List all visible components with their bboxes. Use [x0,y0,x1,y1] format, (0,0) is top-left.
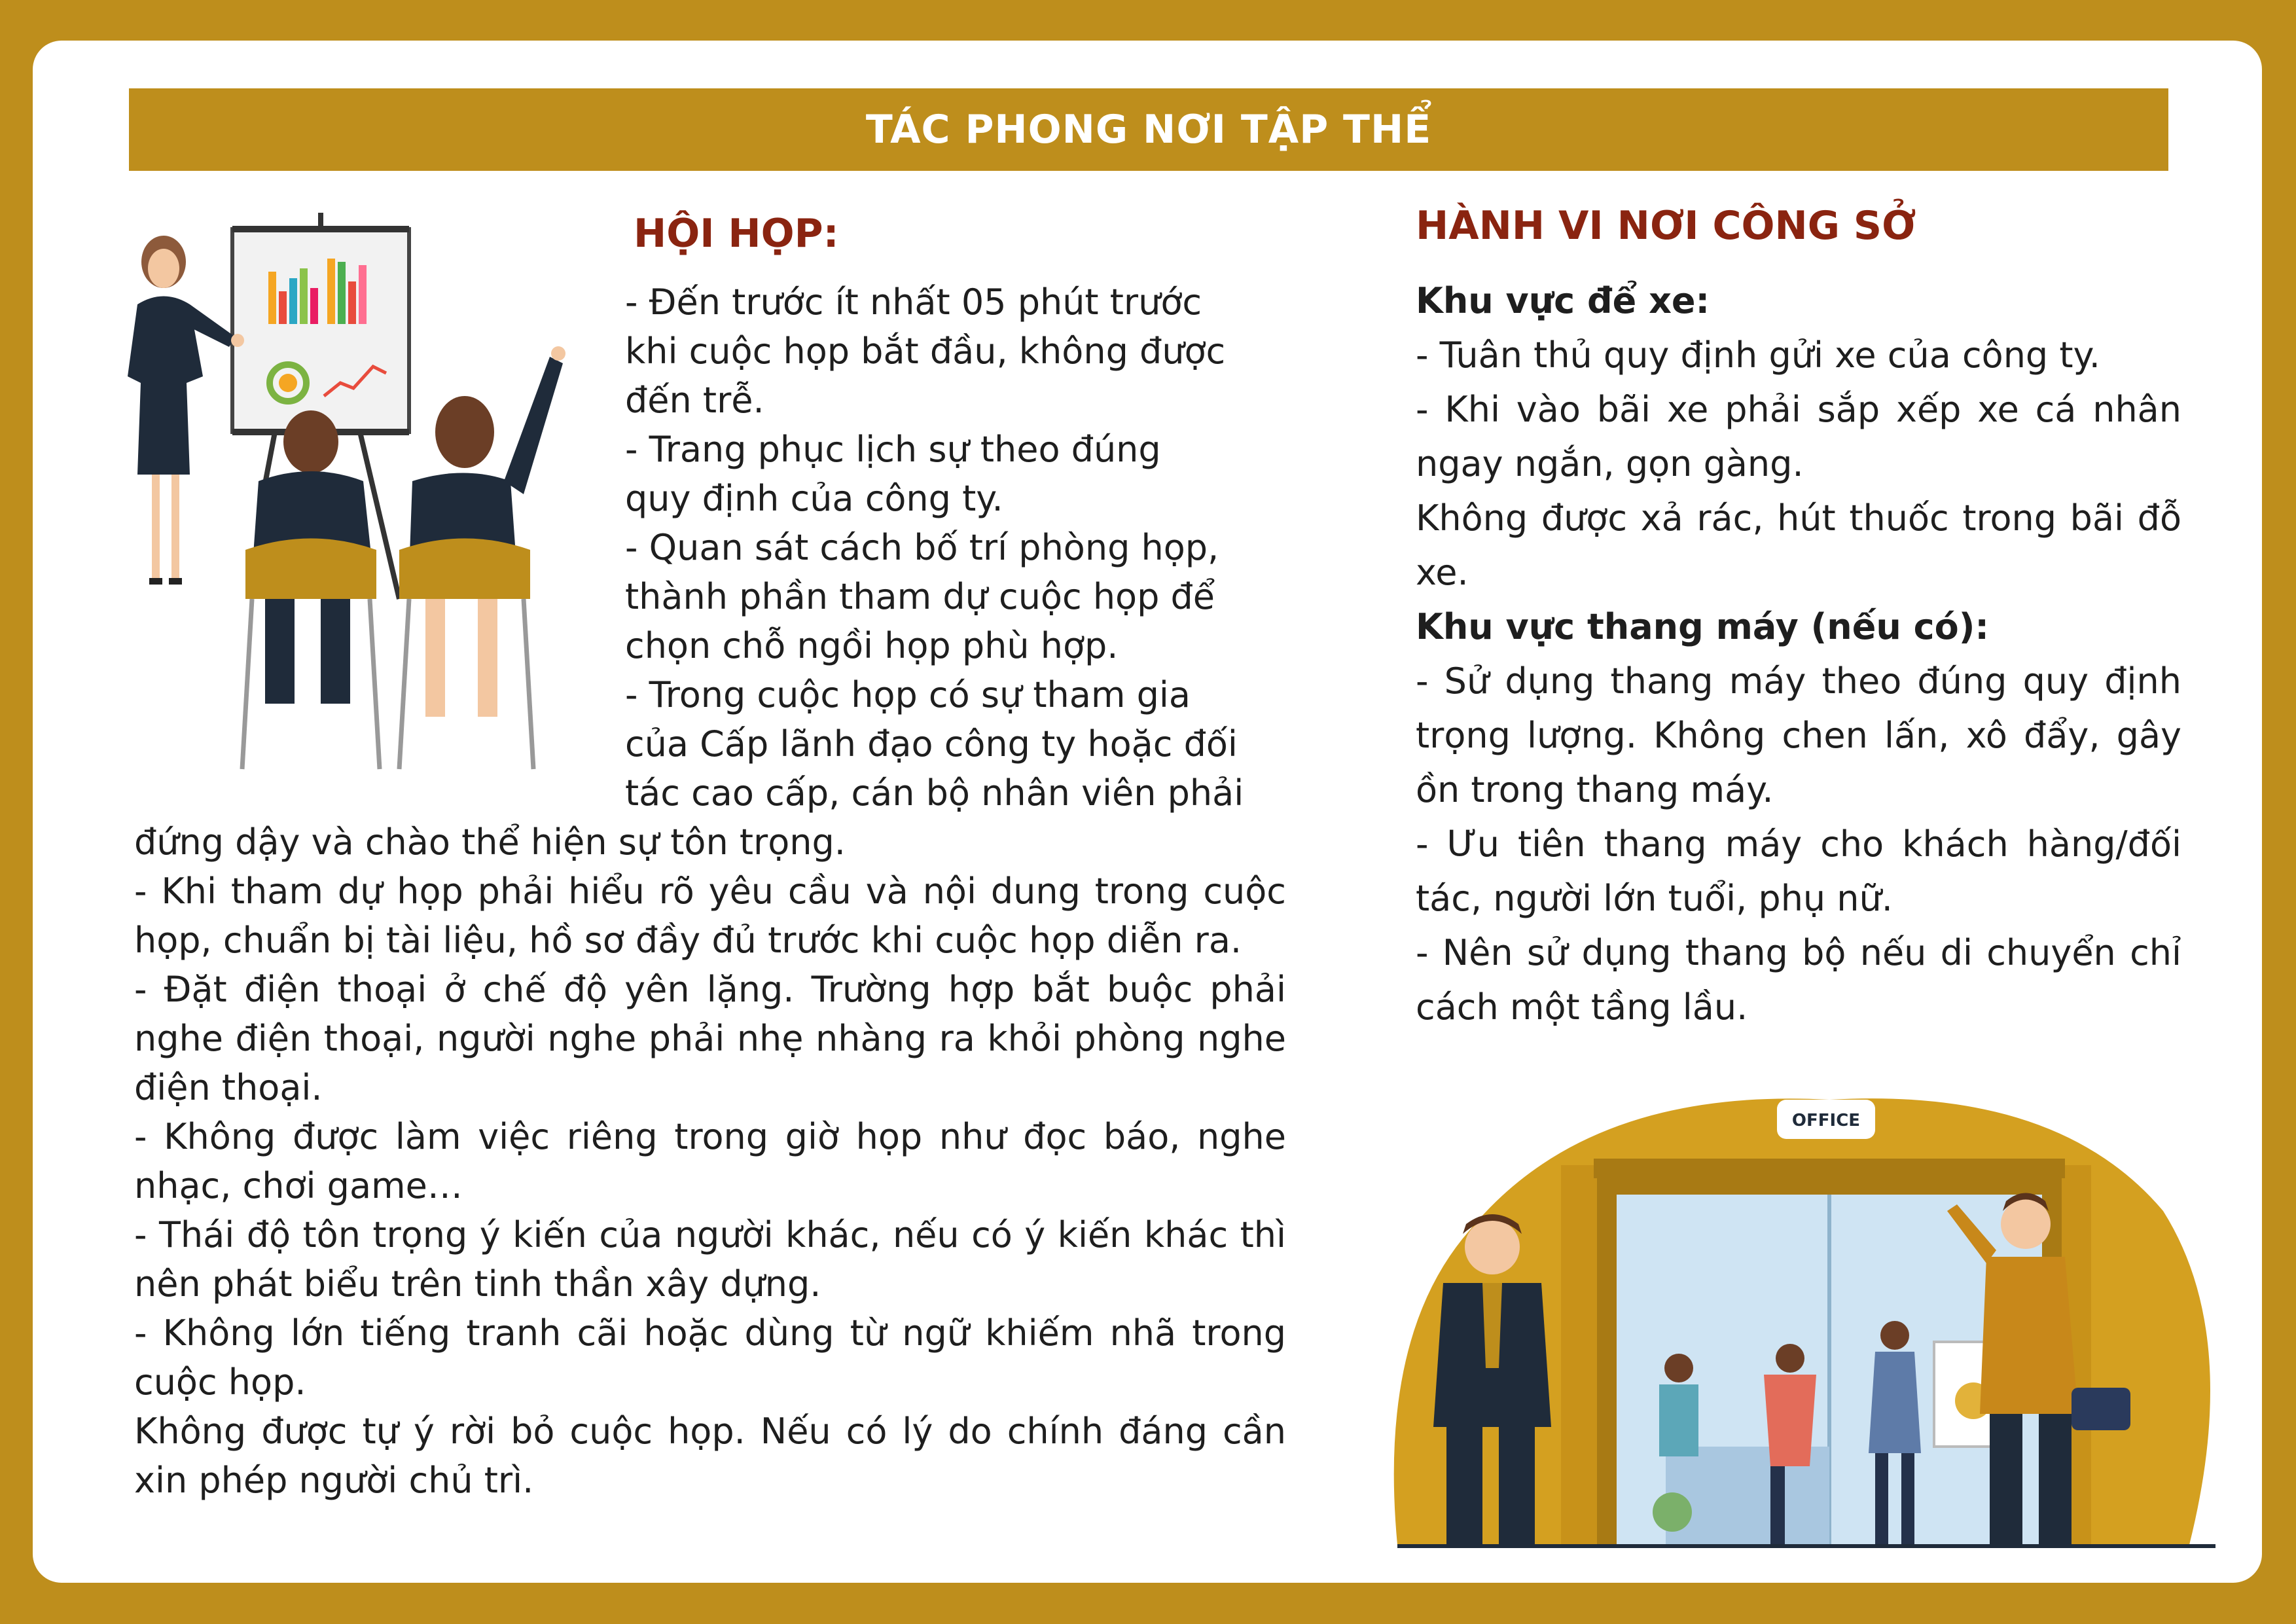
meeting-intro [625,278,1286,818]
meeting-paragraph: đứng dậy và chào thể hiện sự tôn trọng. [134,821,846,863]
elevator-item: - Sử dụng thang máy theo đúng quy định trọng lượng. Không chen lấn, xô đẩy, gây ồn trong thang máy. [1416,660,2181,810]
meeting-paragraph: - Đặt điện thoại ở chế độ yên lặng. Trường hợp bắt buộc phải nghe điện thoại, người nghe phải nhẹ nhàng ra khỏi phòng nghe điện thoại. [134,969,1286,1108]
page-title: TÁC PHONG NƠI TẬP THỂ [865,107,1432,153]
meeting-paragraph: Không được tự ý rời bỏ cuộc họp. Nếu có lý do chính đáng cần xin phép người chủ trì. [134,1411,1286,1501]
meeting-paragraph: - Không lớn tiếng tranh cãi hoặc dùng từ ngữ khiếm nhã trong cuộc họp. [134,1312,1286,1403]
meeting-intro-line: tác cao cấp, cán bộ nhân viên phải [625,772,1244,814]
meeting-intro-line: quy định của công ty. [625,478,1003,519]
parking-item: Không được xả rác, hút thuốc trong bãi đỗ xe. [1416,497,2181,593]
meeting-intro-line: đến trễ. [625,380,764,421]
meeting-intro-line: - Trong cuộc họp có sự tham gia [625,674,1191,715]
office-body [1416,274,2181,1034]
meeting-paragraph: - Không được làm việc riêng trong giờ họp như đọc báo, nghe nhạc, chơi game… [134,1116,1286,1206]
elevator-title: Khu vực thang máy (nếu có): [1416,606,1989,647]
meeting-intro-line: - Quan sát cách bố trí phòng họp, [625,527,1219,568]
parking-title: Khu vực để xe: [1416,280,1710,321]
office-sign: OFFICE [1791,1111,1861,1130]
meeting-intro-line: - Trang phục lịch sự theo đúng [625,429,1161,470]
meeting-intro-line: chọn chỗ ngồi họp phù hợp. [625,625,1119,666]
meeting-paragraph: - Khi tham dự họp phải hiểu rõ yêu cầu và nội dung trong cuộc họp, chuẩn bị tài liệu, hồ sơ đầy đủ trước khi cuộc họp diễn ra. [134,871,1286,961]
office-heading: HÀNH VI NƠI CÔNG SỞ [1416,203,1916,249]
elevator-item: - Ưu tiên thang máy cho khách hàng/đối tác, người lớn tuổi, phụ nữ. [1416,823,2181,919]
meeting-intro-line: khi cuộc họp bắt đầu, không được [625,331,1226,372]
meeting-heading: HỘI HỌP: [634,211,839,257]
meeting-intro-line: của Cấp lãnh đạo công ty hoặc đối [625,723,1238,765]
parking-item: - Khi vào bãi xe phải sắp xếp xe cá nhân ngay ngắn, gọn gàng. [1416,389,2181,484]
meeting-body [134,818,1286,1505]
meeting-illustration [111,206,589,776]
meeting-intro-line: thành phần tham dự cuộc họp để [625,576,1215,617]
elevator-item: - Nên sử dụng thang bộ nếu di chuyển chỉ cách một tầng lầu. [1416,932,2181,1028]
meeting-paragraph: - Thái độ tôn trọng ý kiến của người khác, nếu có ý kiến khác thì nên phát biểu trên tinh thần xây dựng. [134,1214,1286,1305]
office-illustration [1371,1060,2215,1551]
parking-item: - Tuân thủ quy định gửi xe của công ty. [1416,334,2100,376]
meeting-intro-line: - Đến trước ít nhất 05 phút trước [625,281,1202,323]
title-banner [129,88,2168,171]
